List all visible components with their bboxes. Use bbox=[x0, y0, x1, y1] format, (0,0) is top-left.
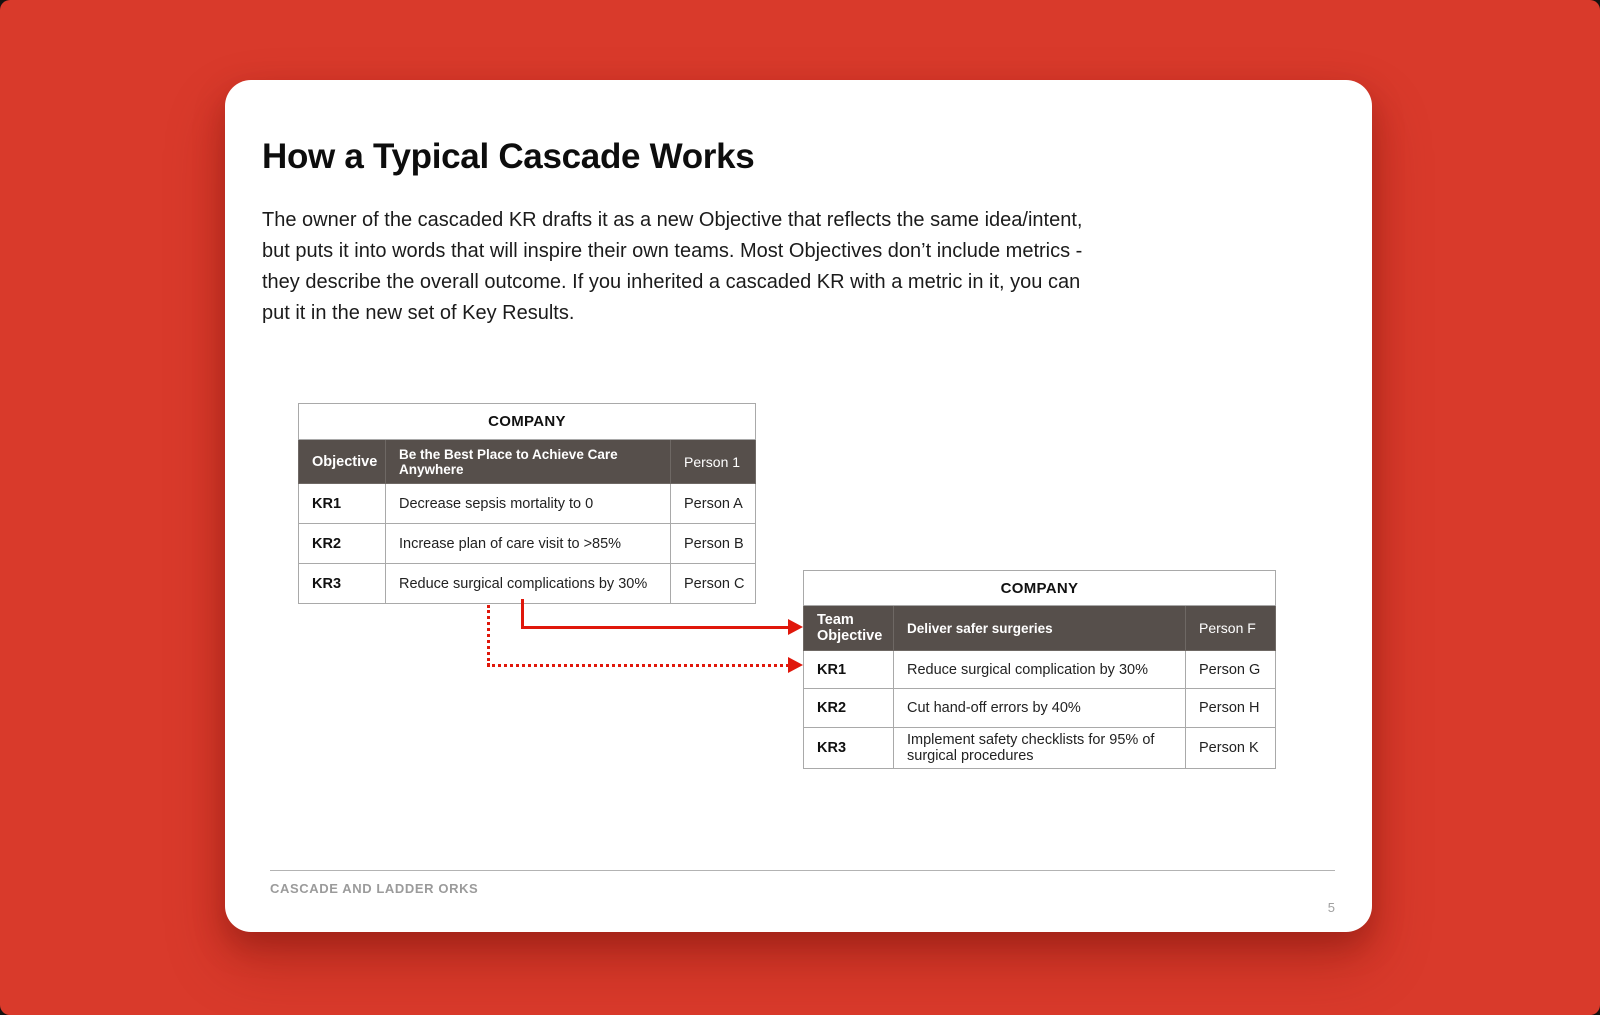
kr-text: Reduce surgical complication by 30% bbox=[894, 651, 1186, 689]
table-row bbox=[804, 651, 1276, 689]
intro-line: but puts it into words that will inspire their own teams. Most Objectives don’t include metrics - bbox=[262, 240, 1083, 262]
kr-text: Decrease sepsis mortality to 0 bbox=[386, 484, 671, 524]
objective-label: Team Objective bbox=[804, 606, 894, 651]
arrowhead-icon bbox=[788, 619, 803, 635]
kr-label: KR3 bbox=[804, 728, 894, 769]
kr-owner: Person G bbox=[1186, 651, 1276, 689]
objective-owner: Person 1 bbox=[671, 440, 756, 484]
kr-text: Implement safety checklists for 95% of surgical procedures bbox=[894, 728, 1186, 769]
intro-line: put it in the new set of Key Results. bbox=[262, 302, 575, 324]
intro-line: they describe the overall outcome. If you inherited a cascaded KR with a metric in it, you can bbox=[262, 271, 1081, 293]
kr-owner: Person B bbox=[671, 524, 756, 564]
cascade-arrow-dotted-horizontal bbox=[487, 664, 789, 667]
intro-paragraph bbox=[262, 205, 1242, 329]
kr-owner: Person H bbox=[1186, 689, 1276, 728]
arrowhead-icon bbox=[788, 657, 803, 673]
table-caption-row bbox=[804, 571, 1276, 606]
table-row bbox=[299, 484, 756, 524]
objective-row bbox=[299, 440, 756, 484]
table-title: COMPANY bbox=[299, 404, 756, 440]
objective-label: Objective bbox=[299, 440, 386, 484]
kr-label: KR1 bbox=[299, 484, 386, 524]
kr-label: KR1 bbox=[804, 651, 894, 689]
kr-label: KR2 bbox=[299, 524, 386, 564]
kr-label: KR3 bbox=[299, 564, 386, 604]
objective-row bbox=[804, 606, 1276, 651]
page-number: 5 bbox=[1327, 900, 1335, 915]
objective-text: Deliver safer surgeries bbox=[894, 606, 1186, 651]
cascade-arrow-dotted-vertical bbox=[487, 605, 490, 666]
cascade-arrow-solid-horizontal bbox=[521, 626, 789, 629]
kr-text: Cut hand-off errors by 40% bbox=[894, 689, 1186, 728]
table-title: COMPANY bbox=[804, 571, 1276, 606]
table-row bbox=[299, 524, 756, 564]
kr-owner: Person C bbox=[671, 564, 756, 604]
team-okr-table bbox=[803, 570, 1276, 769]
table-row bbox=[804, 689, 1276, 728]
kr-text: Reduce surgical complications by 30% bbox=[386, 564, 671, 604]
kr-text: Increase plan of care visit to >85% bbox=[386, 524, 671, 564]
table-row bbox=[299, 564, 756, 604]
kr-owner: Person A bbox=[671, 484, 756, 524]
cascade-arrow-solid-vertical bbox=[521, 599, 524, 629]
table-caption-row bbox=[299, 404, 756, 440]
objective-owner: Person F bbox=[1186, 606, 1276, 651]
table-row bbox=[804, 728, 1276, 769]
kr-label: KR2 bbox=[804, 689, 894, 728]
page-title: How a Typical Cascade Works bbox=[262, 137, 755, 176]
kr-owner: Person K bbox=[1186, 728, 1276, 769]
objective-text: Be the Best Place to Achieve Care Anywhere bbox=[386, 440, 671, 484]
intro-line: The owner of the cascaded KR drafts it as a new Objective that reflects the same idea/intent, bbox=[262, 209, 1083, 231]
company-okr-table bbox=[298, 403, 756, 604]
footer-divider bbox=[270, 870, 1335, 871]
footer-label: CASCADE AND LADDER ORKS bbox=[270, 881, 479, 896]
slide-card bbox=[225, 80, 1372, 932]
